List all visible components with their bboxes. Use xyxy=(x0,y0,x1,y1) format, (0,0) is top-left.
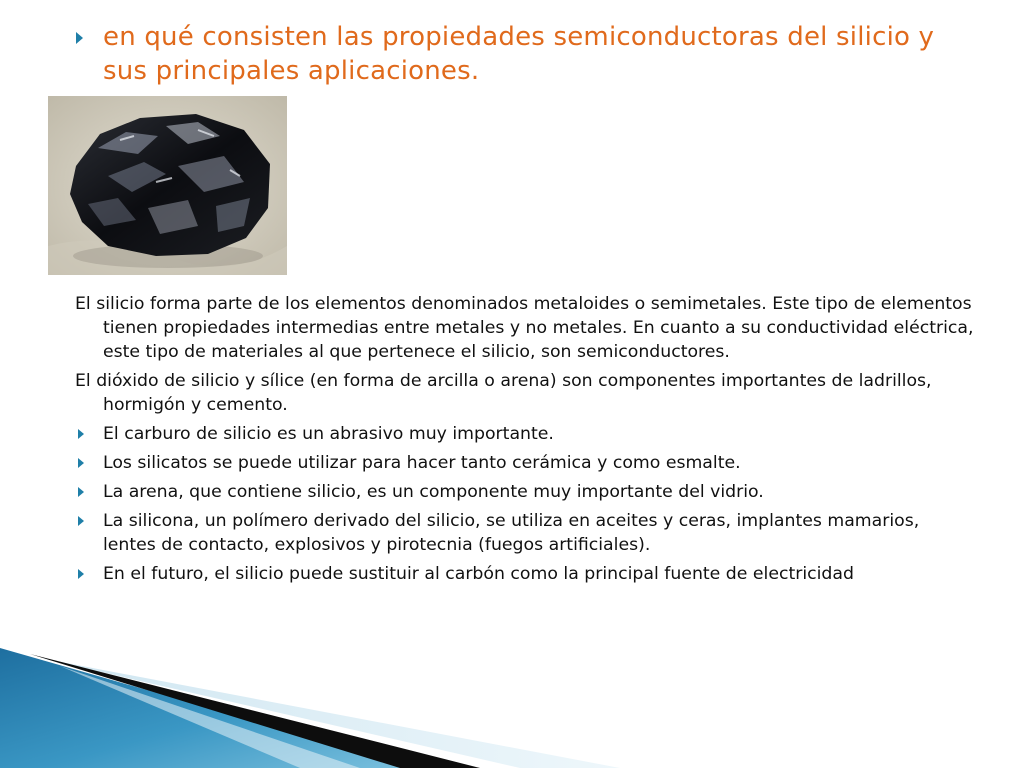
slide-title-block xyxy=(76,20,976,88)
list-item-text: Los silicatos se puede utilizar para hacer tanto cerámica y como esmalte. xyxy=(103,453,741,473)
silicon-photo xyxy=(48,96,287,275)
list-item-text: En el futuro, el silicio puede sustituir al carbón como la principal fuente de electricidad xyxy=(103,564,854,584)
list-item-text: La arena, que contiene silicio, es un componente muy importante del vidrio. xyxy=(103,482,764,502)
list-item-text: El carburo de silicio es un abrasivo muy importante. xyxy=(103,424,554,444)
bullet-arrow-icon xyxy=(78,458,84,468)
list-item xyxy=(75,451,975,475)
bullet-arrow-icon xyxy=(78,516,84,526)
bullet-arrow-icon xyxy=(76,32,83,44)
list-item xyxy=(75,509,975,557)
slide-title: en qué consisten las propiedades semiconductoras del silicio y sus principales aplicaciones. xyxy=(103,22,935,86)
list-item xyxy=(75,562,975,586)
list-item xyxy=(75,480,975,504)
silicon-rock-image xyxy=(48,96,287,275)
bullet-arrow-icon xyxy=(78,487,84,497)
list-item-text: La silicona, un polímero derivado del silicio, se utiliza en aceites y ceras, implantes mamarios, lentes de contacto, explosivos y pirotecnia (fuegos artificiales). xyxy=(103,511,920,555)
slide-body xyxy=(75,292,975,591)
list-item xyxy=(75,422,975,446)
bullet-arrow-icon xyxy=(78,429,84,439)
paragraph-dioxide: El dióxido de silicio y sílice (en forma de arcilla o arena) son componentes importantes de ladrillos, hormigón y cemento. xyxy=(75,371,932,415)
decorative-band xyxy=(0,640,1024,768)
bullet-arrow-icon xyxy=(78,569,84,579)
paragraph-metaloids: El silicio forma parte de los elementos denominados metaloides o semimetales. Este tipo de elementos tienen propiedades intermedias entre metales y no metales. En cuanto a su conductividad eléctrica, este tipo de materiales al que pertenece el silicio, son semiconductores. xyxy=(75,294,974,362)
